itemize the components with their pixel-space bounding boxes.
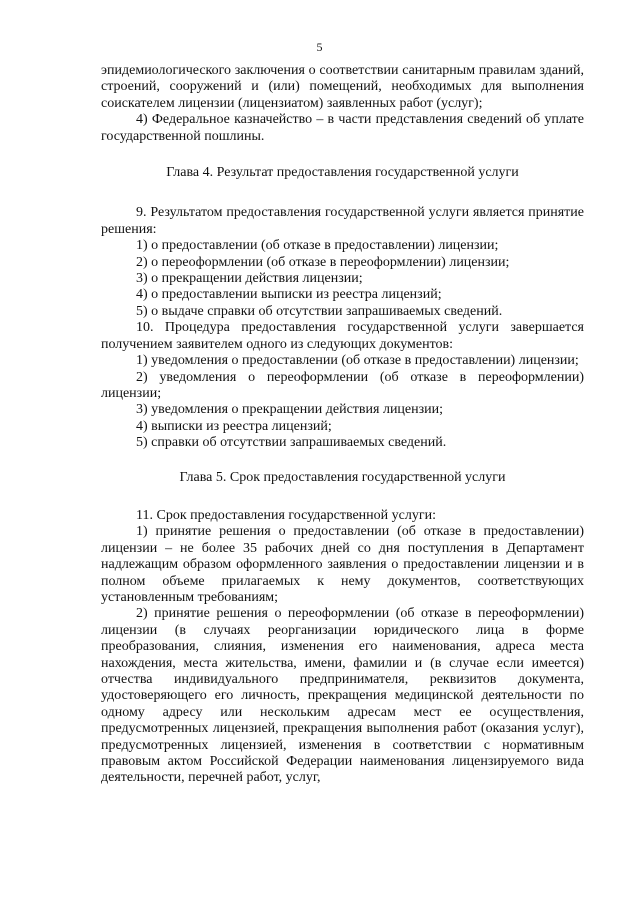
chapter-heading: Глава 4. Результат предоставления государственной услуги bbox=[166, 165, 519, 181]
document-body bbox=[101, 63, 584, 787]
paragraph: 4) выписки из реестра лицензий; bbox=[136, 418, 332, 434]
chapter-heading: Глава 5. Срок предоставления государственной услуги bbox=[179, 469, 506, 485]
paragraph: 4) о предоставлении выписки из реестра лицензий; bbox=[136, 287, 442, 303]
paragraph: 4) Федеральное казначейство – в части представления сведений об уплате государственной пошлины. bbox=[101, 112, 584, 144]
paragraph: 2) уведомления о переоформлении (об отказе в переоформлении) лицензии; bbox=[101, 369, 584, 401]
spacer bbox=[101, 452, 584, 470]
paragraph: 5) справки об отсутствии запрашиваемых сведений. bbox=[136, 435, 447, 451]
paragraph: эпидемиологического заключения о соответствии санитарным правилам зданий, строений, сооружений и (или) помещений, необходимых для выполнения соискателем лицензии (лицензиатом) заявленных работ (услуг); bbox=[101, 63, 584, 111]
paragraph: 5) о выдаче справки об отсутствии запрашиваемых сведений. bbox=[136, 303, 503, 319]
paragraph: 1) уведомления о предоставлении (об отказе в предоставлении) лицензии; bbox=[136, 353, 579, 369]
paragraph: 2) о переоформлении (об отказе в переоформлении) лицензии; bbox=[136, 254, 510, 270]
paragraph: 2) принятие решения о переоформлении (об отказе в переоформлении) лицензии (в случаях реорганизации юридического лица в форме преобразования, слияния, изменения его наименования, адреса места нахождения, места жительства, имени, фамилии и (в случае если имеется) отчества индивидуального предпринимателя, реквизитов документа, удостоверяющего его личность, прекращения медицинской деятельности по одному адресу или нескольким адресам мест ее осуществления, предусмотренных лицензией, прекращения выполнения работ (оказания услуг), предусмотренных лицензией, изменения в соответствии с нормативным правовым актом Российской Федерации наименования лицензируемого вида деятельности, перечней работ, услуг, bbox=[101, 606, 584, 786]
page-number: 5 bbox=[316, 40, 323, 54]
paragraph: 3) о прекращении действия лицензии; bbox=[136, 271, 363, 287]
spacer bbox=[101, 486, 584, 508]
paragraph: 1) о предоставлении (об отказе в предоставлении) лицензии; bbox=[136, 238, 499, 254]
spacer bbox=[101, 181, 584, 205]
paragraph: 11. Срок предоставления государственной услуги: bbox=[136, 507, 436, 523]
paragraph: 3) уведомления о прекращении действия лицензии; bbox=[136, 402, 444, 418]
paragraph: 10. Процедура предоставления государственной услуги завершается получением заявителем одного из следующих документов: bbox=[101, 320, 584, 352]
paragraph: 1) принятие решения о предоставлении (об отказе в предоставлении) лицензии – не более 35 рабочих дней со дня поступления в Департамент надлежащим образом оформленного заявления о предоставлении лицензии и в полном объеме прилагаемых к нему документов, соответствующих установленным требованиям; bbox=[101, 524, 584, 605]
spacer bbox=[101, 145, 584, 165]
paragraph: 9. Результатом предоставления государственной услуги является принятие решения: bbox=[101, 205, 584, 237]
